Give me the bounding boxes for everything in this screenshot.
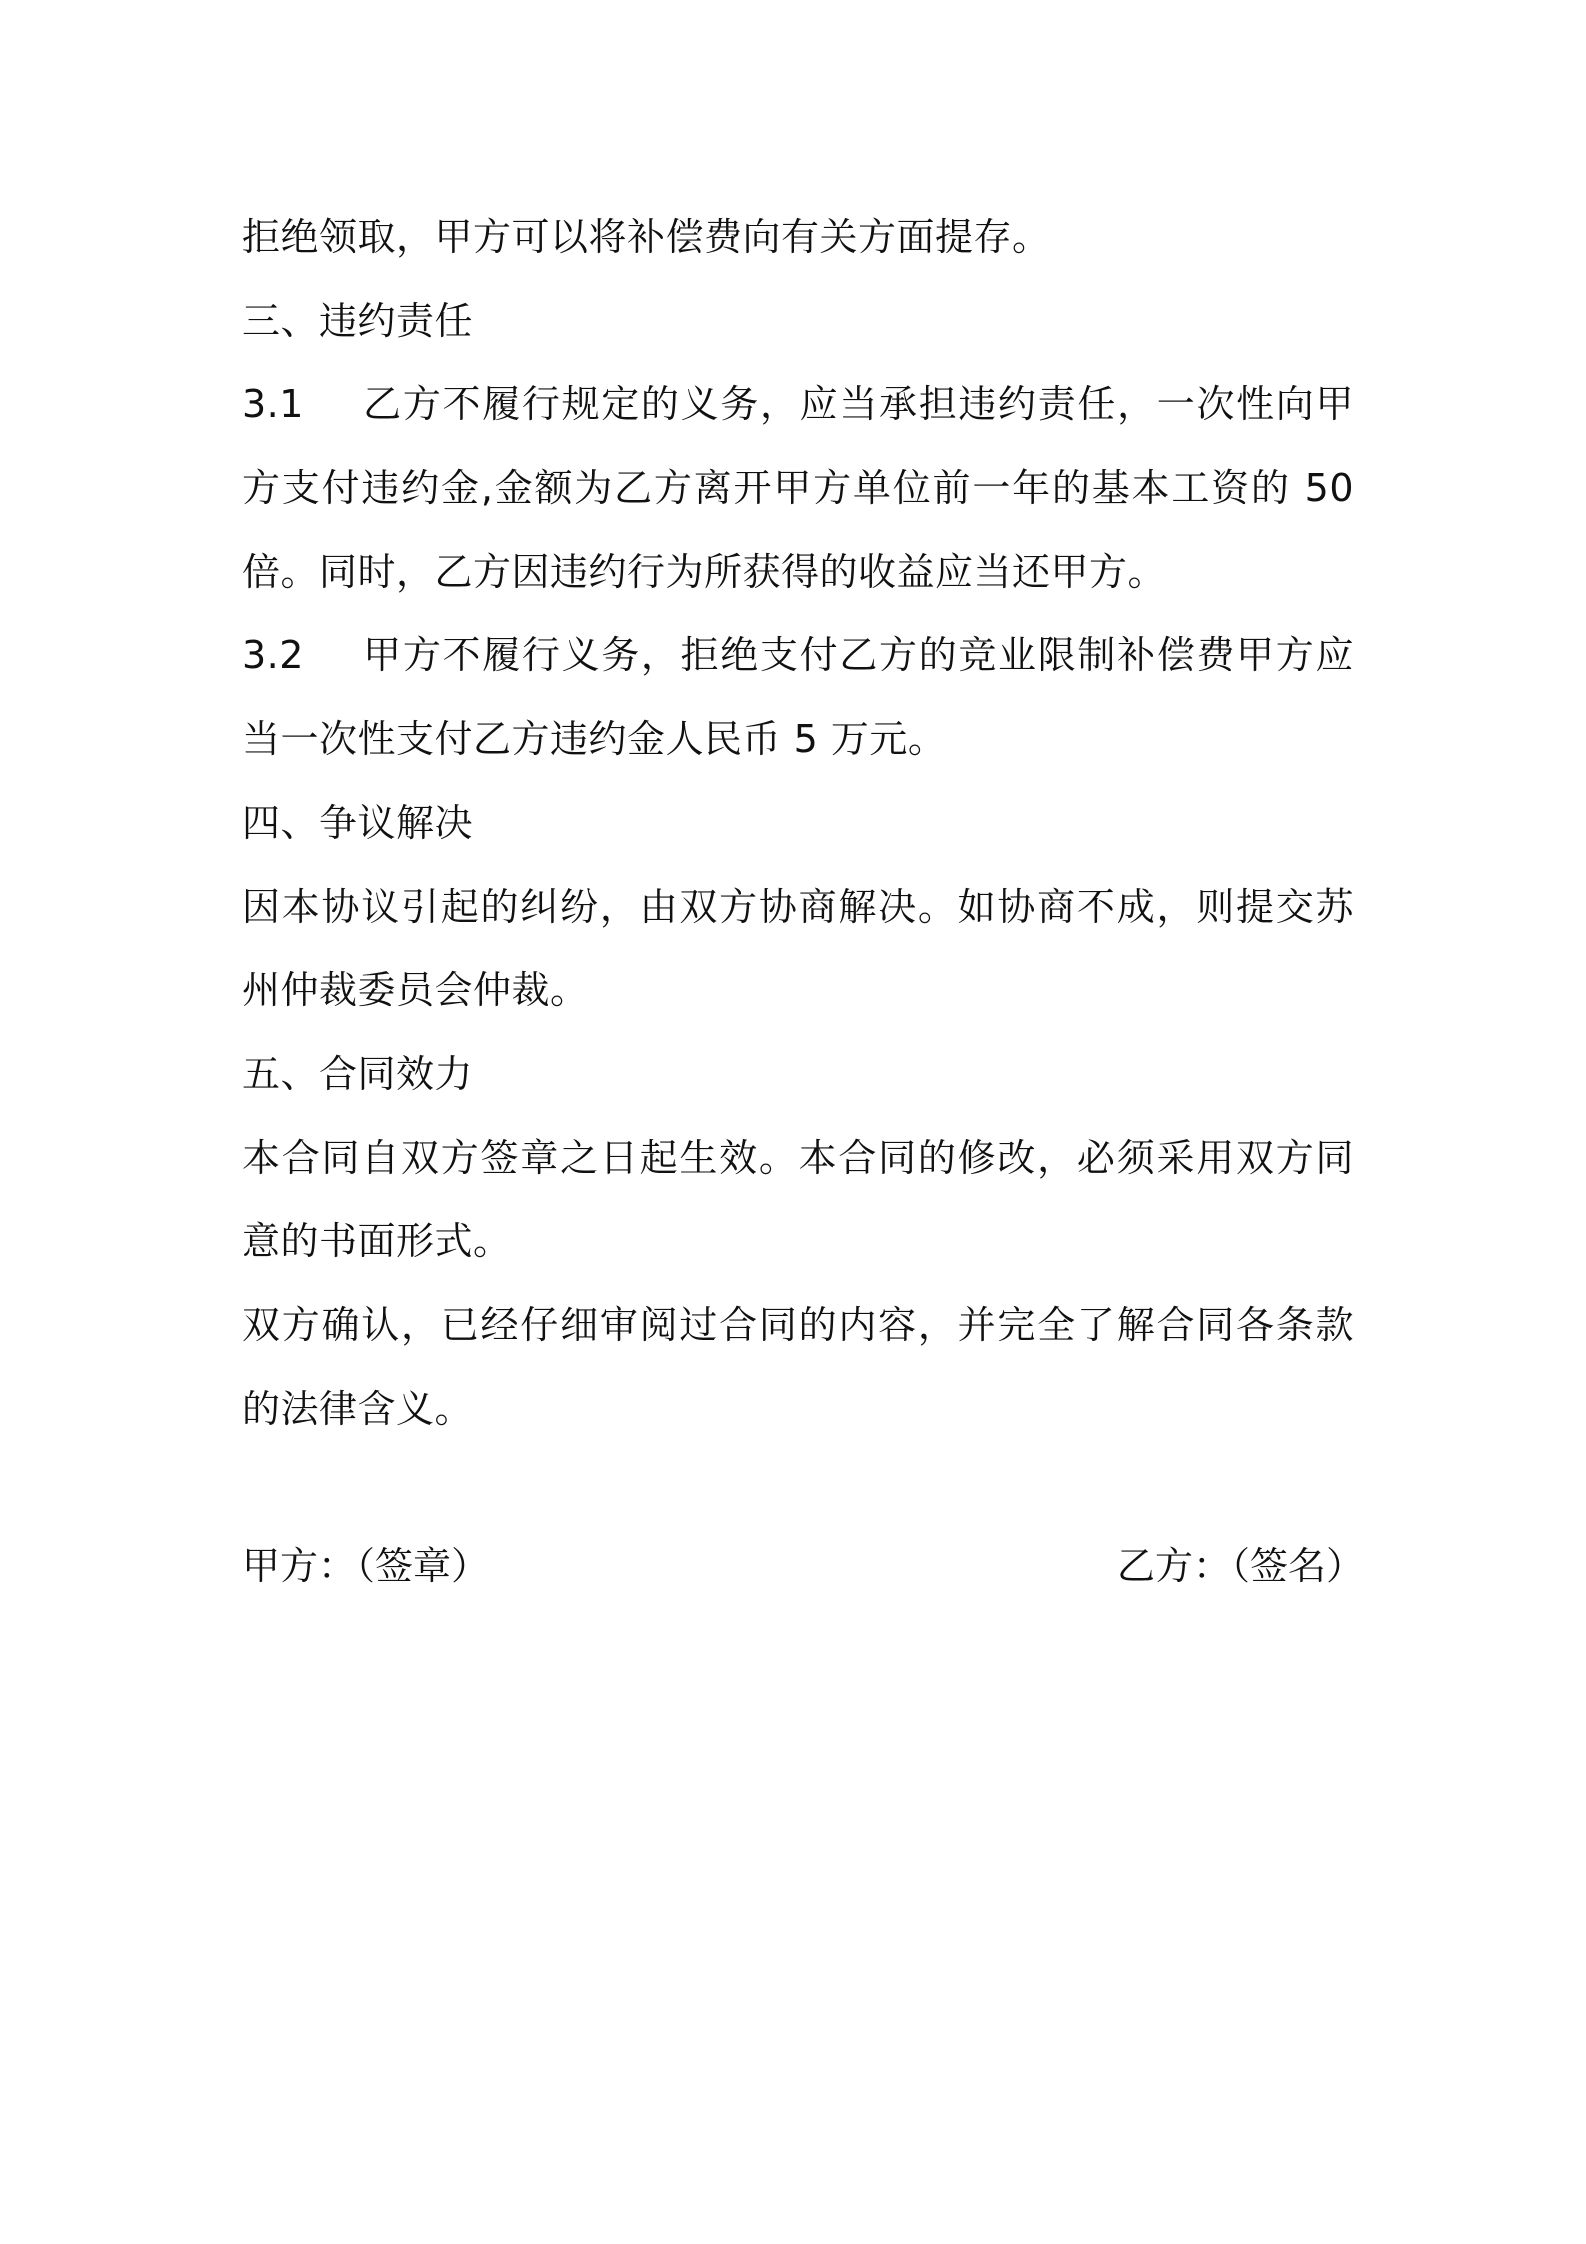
body-line: 双方确认，已经仔细审阅过合同的内容，并完全了解合同各条款: [242, 1302, 1354, 1347]
section-heading-validity: 五、合同效力: [242, 1051, 474, 1096]
document-body: [242, 196, 1354, 1451]
section-heading-dispute: 四、争议解决: [242, 800, 474, 845]
clause-text: 乙方不履行规定的义务，应当承担违约责任，一次性向甲: [362, 382, 1354, 427]
body-line: 当一次性支付乙方违约金人民币 5 万元。: [242, 717, 947, 762]
body-line: 方支付违约金,金额为乙方离开甲方单位前一年的基本工资的 50: [242, 466, 1354, 511]
clause-number: 3.1: [242, 382, 304, 427]
body-line: 州仲裁委员会仲裁。: [242, 968, 589, 1013]
party-b-signature-label: 乙方：（签名）: [1116, 1544, 1364, 1588]
clause-3-2: [242, 614, 1354, 698]
clause-number: 3.2: [242, 633, 304, 678]
signature-row: [242, 1524, 1364, 1608]
body-line: 拒绝领取，甲方可以将补偿费向有关方面提存。: [242, 215, 1051, 259]
body-line: 倍。同时，乙方因违约行为所获得的收益应当还甲方。: [242, 549, 1167, 594]
clause-text: 甲方不履行义务，拒绝支付乙方的竞业限制补偿费甲方应: [362, 633, 1354, 678]
body-line: 本合同自双方签章之日起生效。本合同的修改，必须采用双方同: [242, 1135, 1354, 1180]
body-line: 的法律含义。: [242, 1386, 474, 1431]
body-line: 意的书面形式。: [242, 1219, 512, 1264]
body-line: 因本协议引起的纠纷，由双方协商解决。如协商不成，则提交苏: [242, 884, 1354, 929]
section-heading-breach: 三、违约责任: [242, 298, 474, 343]
party-a-signature-label: 甲方：（签章）: [242, 1544, 490, 1588]
clause-3-1: [242, 363, 1354, 447]
